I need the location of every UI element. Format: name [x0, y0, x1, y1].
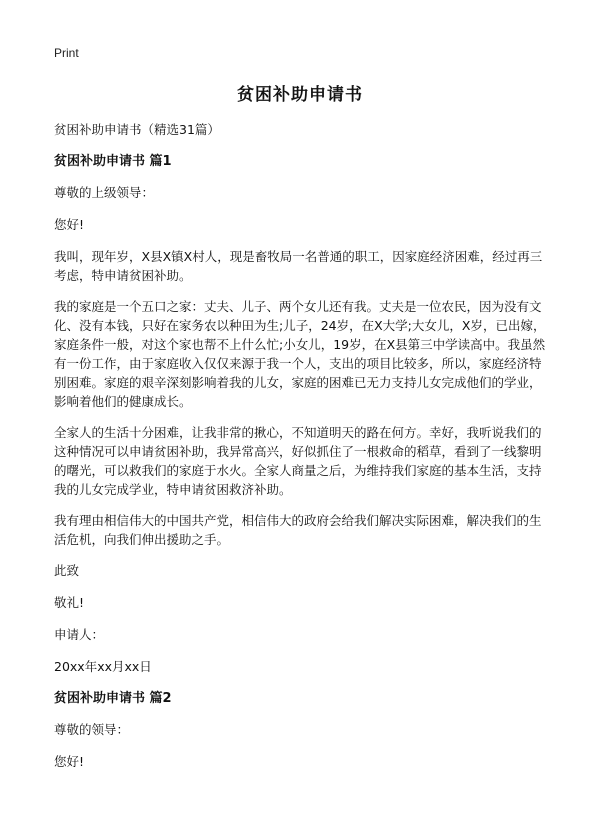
paragraph: 我叫，现年岁，X县X镇X村人，现是畜牧局一名普通的职工，因家庭经济困难，经过再三考虑，特申请贫困补助。	[54, 249, 543, 283]
salutation-2: 尊敬的领导：	[54, 722, 130, 737]
closing: 此致	[54, 563, 80, 578]
greeting-1: 您好!	[54, 217, 85, 232]
greeting-2: 您好!	[54, 754, 85, 769]
print-label[interactable]: Print	[54, 46, 79, 60]
document-title: 贫困补助申请书	[237, 85, 363, 105]
document-body	[54, 120, 550, 784]
paragraph: 我的家庭是一个五口之家：丈夫、儿子、两个女儿还有我。丈夫是一位农民，因为没有文化、没有本钱，只好在家务农以种田为生;儿子，24岁，在X大学;大女儿，X岁，已出嫁，家庭条件一般，对这个家也帮不上什么忙;小女儿，19岁，在X县第三中学读高中。我虽然有一份工作，由于家庭收入仅仅来源于我一个人，支出的项目比较多，所以，家庭经济特别困难。家庭的艰辛深刻影响着我的儿女，家庭的困难已无力支持儿女完成他们的学业，影响着他们的健康成长。	[54, 299, 546, 409]
salutation-1: 尊敬的上级领导：	[54, 185, 155, 200]
applicant-label: 申请人：	[54, 627, 105, 642]
regards: 敬礼!	[54, 595, 85, 610]
paragraph: 我有理由相信伟大的中国共产党，相信伟大的政府会给我们解决实际困难，解决我们的生活危机，向我们伸出援助之手。	[54, 513, 542, 547]
paragraph: 全家人的生活十分困难，让我非常的揪心，不知道明天的路在何方。幸好，我听说我们的这种情况可以申请贫困补助，我异常高兴，好似抓住了一根救命的稻草，看到了一线黎明的曙光，可以救我们的家庭于水火。全家人商量之后，为维持我们家庭的基本生活，支持我的儿女完成学业，特申请贫困救济补助。	[54, 425, 542, 497]
section-heading-2: 贫困补助申请书 篇2	[54, 691, 172, 706]
section-heading-1: 贫困补助申请书 篇1	[54, 154, 172, 169]
document-subtitle: 贫困补助申请书（精选31篇）	[54, 122, 220, 137]
date-line: 20xx年xx月xx日	[54, 659, 152, 674]
